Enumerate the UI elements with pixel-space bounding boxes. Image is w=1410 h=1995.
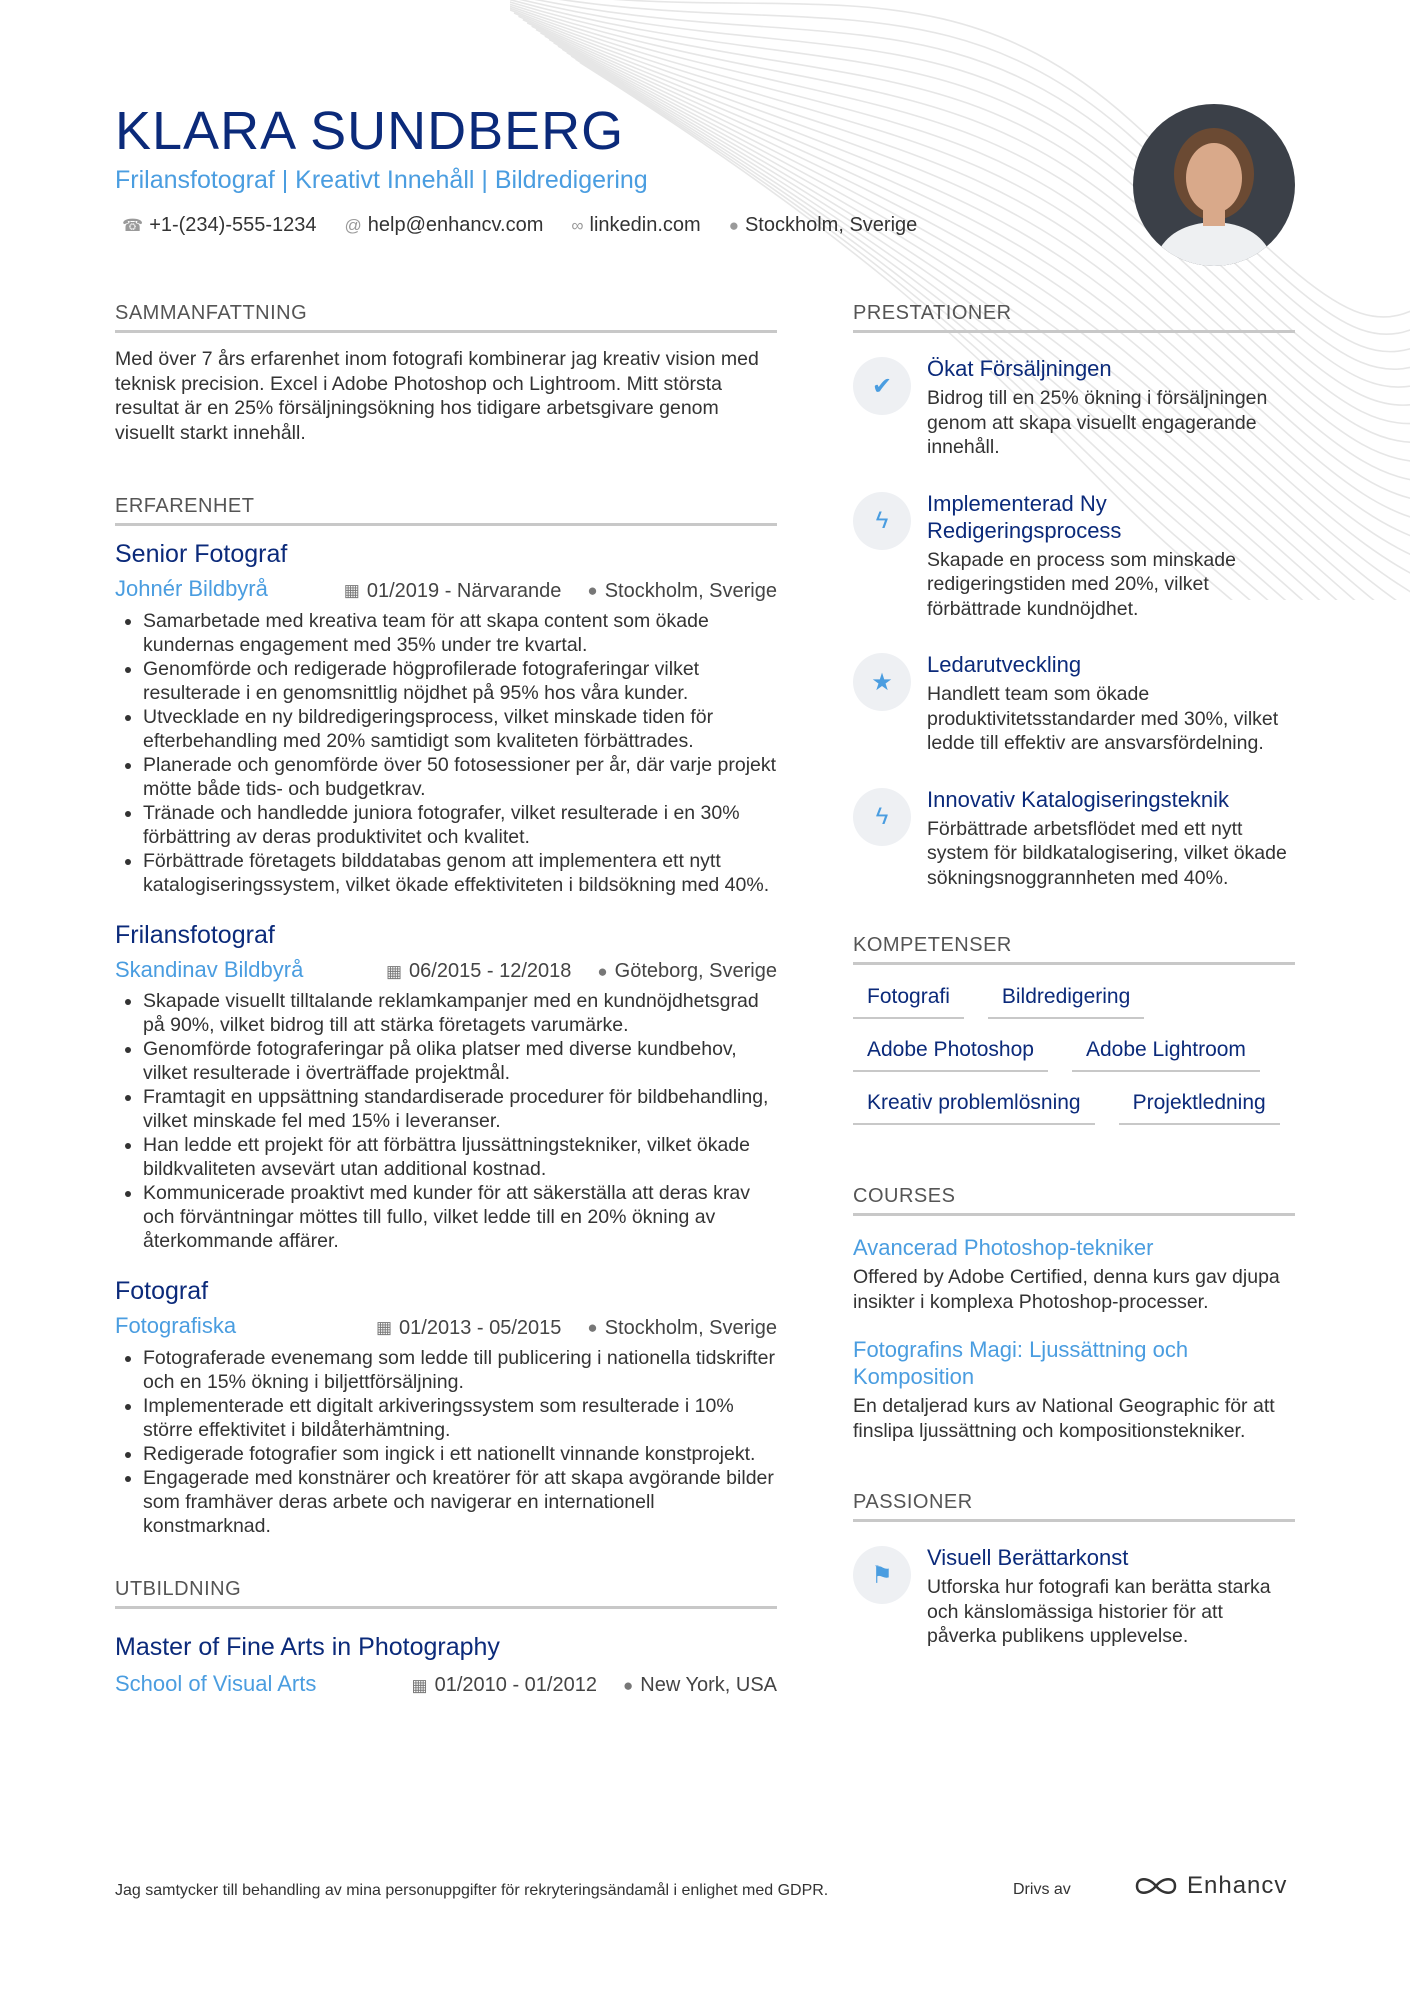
star-icon: ★ bbox=[853, 653, 911, 711]
location-icon: ● bbox=[597, 961, 608, 981]
skill-tag: Kreativ problemlösning bbox=[853, 1091, 1095, 1125]
job-bullet: • Redigerade fotografier som ingick i ett nationellt vinnande konstprojekt. bbox=[143, 1442, 777, 1466]
achievement-item bbox=[853, 490, 1295, 622]
job-bullet: • Planerade och genomförde över 50 fotosessioner per år, där varje projekt mötte både tids- och budgetkrav. bbox=[143, 753, 777, 801]
achievement-title: Innovativ Katalogiseringsteknik bbox=[927, 786, 1230, 812]
lightning-icon: ϟ bbox=[853, 788, 911, 846]
at-icon: @ bbox=[344, 215, 362, 235]
passion-title: Visuell Berättarkonst bbox=[927, 1545, 1129, 1570]
job-bullet: • Samarbetade med kreativa team för att skapa content som ökade kundernas engagement med 35% under tre kvartal. bbox=[143, 609, 777, 657]
job-dates-text: 06/2015 - 12/2018 bbox=[409, 960, 572, 982]
job-bullet: • Framtagit en uppsättning standardiserade procedurer för bildbehandling, vilket minskade fel med 15% i leveranser. bbox=[143, 1085, 777, 1133]
phone-text: +1-(234)-555-1234 bbox=[149, 214, 317, 236]
skill-tag: Fotografi bbox=[853, 985, 964, 1019]
location-icon: ● bbox=[587, 581, 598, 600]
job-bullet: • Genomförde fotograferingar på olika platser med diverse kundbehov, vilket resulterade i överträffade projektmål. bbox=[143, 1037, 777, 1085]
location-icon: ● bbox=[587, 1318, 598, 1337]
contact-linkedin[interactable] bbox=[571, 214, 700, 237]
candidate-name: KLARA SUNDBERG bbox=[115, 101, 625, 161]
location-icon: ● bbox=[622, 1675, 634, 1695]
skills-heading: KOMPETENSER bbox=[853, 934, 1295, 965]
contact-location bbox=[729, 214, 918, 237]
skill-tag: Adobe Lightroom bbox=[1072, 1038, 1260, 1072]
achievement-desc: Skapade en process som minskade redigeringstiden med 20%, vilket förbättrade kundnöjdhet. bbox=[927, 548, 1236, 620]
job-meta bbox=[115, 1313, 777, 1340]
job-entry bbox=[115, 540, 777, 897]
summary-text: Med över 7 års erfarenhet inom fotografi kombinerar jag kreativ vision med teknisk precision. Excel i Adobe Photoshop och Lightroom. Mitt största resultat är en 25% försäljningsökning hos tidigare arbetsgivare genom visuellt starkt innehåll. bbox=[115, 348, 759, 444]
contact-row bbox=[122, 214, 917, 237]
job-bullets bbox=[115, 609, 777, 897]
achievement-desc: Handlett team som ökade produktivitetsstandarder med 30%, vilket ledde till effektiv are ansvarsfördelning. bbox=[927, 683, 1279, 754]
job-bullets bbox=[115, 989, 777, 1253]
job-entry bbox=[115, 921, 777, 1254]
infinity-logo-icon bbox=[1133, 1873, 1179, 1899]
job-location-text: Stockholm, Sverige bbox=[604, 579, 777, 602]
experience-heading: ERFARENHET bbox=[115, 495, 777, 526]
job-location bbox=[587, 1317, 777, 1340]
headline: Frilansfotograf | Kreativt Innehåll | Bildredigering bbox=[115, 166, 648, 194]
right-column bbox=[853, 302, 1295, 1679]
calendar-icon: ▦ bbox=[375, 1318, 393, 1337]
linkedin-text: linkedin.com bbox=[589, 214, 701, 236]
job-title: Senior Fotograf bbox=[115, 540, 288, 568]
education-dates bbox=[412, 1674, 597, 1697]
contact-phone[interactable] bbox=[122, 214, 317, 237]
brand-name: Enhancv bbox=[1187, 1872, 1288, 1899]
enhancv-logo[interactable] bbox=[1133, 1872, 1287, 1900]
job-bullets bbox=[115, 1346, 777, 1538]
degree-title: Master of Fine Arts in Photography bbox=[115, 1632, 500, 1661]
achievement-title: Ökat Försäljningen bbox=[927, 356, 1112, 381]
job-bullet: • Skapade visuellt tilltalande reklamkampanjer med en kundnöjdhetsgrad på 90%, vilket bidrog till att stärka företagets varumärke. bbox=[143, 989, 777, 1037]
course-item bbox=[853, 1234, 1295, 1314]
education-meta bbox=[115, 1671, 777, 1698]
job-bullet: • Fotograferade evenemang som ledde till publicering i nationella tidskrifter och en 15% ökning i biljettförsäljning. bbox=[143, 1346, 777, 1394]
job-title: Frilansfotograf bbox=[115, 920, 275, 949]
job-dates bbox=[386, 960, 571, 983]
course-desc: Offered by Adobe Certified, denna kurs gav djupa insikter i komplexa Photoshop-processer. bbox=[853, 1266, 1280, 1313]
left-column bbox=[115, 302, 777, 1703]
education-dates-text: 01/2010 - 01/2012 bbox=[434, 1674, 597, 1696]
company-name: Fotografiska bbox=[115, 1313, 237, 1338]
job-meta bbox=[115, 576, 777, 603]
achievement-item bbox=[853, 355, 1295, 460]
achievement-desc: Bidrog till en 25% ökning i försäljningen genom att skapa visuellt engagerande innehåll. bbox=[927, 387, 1268, 458]
gdpr-consent: Jag samtycker till behandling av mina personuppgifter för rekryteringsändamål i enlighet med GDPR. bbox=[115, 1882, 829, 1899]
job-dates bbox=[376, 1317, 561, 1340]
achievements-heading: PRESTATIONER bbox=[853, 302, 1295, 333]
job-location-text: Stockholm, Sverige bbox=[604, 1316, 777, 1339]
skill-tag: Bildredigering bbox=[988, 985, 1144, 1019]
job-bullet: • Utvecklade en ny bildredigeringsprocess, vilket minskade tiden för efterbehandling med 20% samtidigt som kvaliteten förbättrades. bbox=[143, 705, 777, 753]
lightning-icon: ϟ bbox=[853, 492, 911, 550]
passions-heading: PASSIONER bbox=[853, 1491, 1295, 1522]
calendar-icon: ▦ bbox=[343, 581, 360, 600]
course-title: Avancerad Photoshop-tekniker bbox=[853, 1235, 1154, 1260]
achievement-title: Ledarutveckling bbox=[927, 652, 1082, 677]
education-entry bbox=[115, 1623, 777, 1698]
skills-list bbox=[853, 979, 1295, 1125]
achievement-desc: Förbättrade arbetsflödet med ett nytt system för bildkatalogisering, vilket ökade sökningsnoggrannheten med 40%. bbox=[927, 817, 1287, 889]
job-bullet: • Han ledde ett projekt för att förbättra ljussättningstekniker, vilket ökade bildkvaliteten avsevärt utan additional kostnad. bbox=[143, 1133, 777, 1181]
job-dates bbox=[344, 580, 562, 603]
powered-by-label: Drivs av bbox=[1013, 1881, 1071, 1898]
company-name: Johnér Bildbyrå bbox=[115, 576, 268, 601]
education-heading: UTBILDNING bbox=[115, 1578, 777, 1609]
education-location bbox=[623, 1674, 777, 1697]
email-text: help@enhancv.com bbox=[367, 214, 544, 236]
skill-tag: Adobe Photoshop bbox=[853, 1038, 1048, 1072]
courses-heading: COURSES bbox=[853, 1185, 1295, 1216]
location-icon: ● bbox=[728, 215, 739, 235]
passion-item bbox=[853, 1544, 1295, 1649]
achievement-item bbox=[853, 651, 1295, 756]
flag-icon: ⚑ bbox=[853, 1546, 911, 1604]
contact-email[interactable] bbox=[345, 214, 544, 237]
job-entry bbox=[115, 1277, 777, 1538]
calendar-icon: ▦ bbox=[385, 961, 403, 981]
checkmark-icon: ✔ bbox=[853, 357, 911, 415]
calendar-icon: ▦ bbox=[411, 1675, 428, 1695]
job-bullet: • Tränade och handledde juniora fotografer, vilket resulterade i en 30% förbättring av deras produktivitet och kvalitet. bbox=[143, 801, 777, 849]
course-desc: En detaljerad kurs av National Geographic för att finslipa ljussättning och kompositionstekniker. bbox=[853, 1395, 1275, 1442]
school-name: School of Visual Arts bbox=[115, 1670, 317, 1696]
job-bullet: • Förbättrade företagets bilddatabas genom att implementera ett nytt katalogiseringssystem, vilket ökade effektiviteten i bildsökning med 40%. bbox=[143, 849, 777, 897]
achievement-title: Implementerad Ny Redigeringsprocess bbox=[927, 490, 1122, 543]
job-dates-text: 01/2013 - 05/2015 bbox=[399, 1316, 562, 1339]
company-name: Skandinav Bildbyrå bbox=[115, 956, 304, 982]
job-title: Fotograf bbox=[115, 1277, 209, 1305]
phone-icon: ☎ bbox=[122, 215, 144, 235]
job-bullet: • Implementerade ett digitalt arkiveringssystem som resulterade i 10% större effektivitet i bildåterhämtning. bbox=[143, 1394, 777, 1442]
location-text: Stockholm, Sverige bbox=[744, 214, 918, 236]
job-meta bbox=[115, 957, 777, 984]
job-dates-text: 01/2019 - Närvarande bbox=[366, 579, 562, 602]
passion-desc: Utforska hur fotografi kan berätta starka och känslomässiga historier för att påverka publikens upplevelse. bbox=[927, 1576, 1271, 1647]
skill-tag: Projektledning bbox=[1119, 1091, 1280, 1125]
education-location-text: New York, USA bbox=[640, 1674, 777, 1696]
job-bullet: • Genomförde och redigerade högprofilerade fotograferingar vilket resulterade i en genomsnittlig nöjdhet på 95% hos våra kunder. bbox=[143, 657, 777, 705]
course-item bbox=[853, 1336, 1295, 1443]
link-icon: ∞ bbox=[571, 215, 584, 235]
job-bullet: • Engagerade med konstnärer och kreatörer för att skapa avgörande bilder som framhäver deras arbete och navigerar en internationell konstmarknad. bbox=[143, 1466, 777, 1538]
job-location bbox=[587, 580, 777, 603]
summary-heading: SAMMANFATTNING bbox=[115, 302, 777, 333]
job-location bbox=[597, 960, 777, 983]
course-title: Fotografins Magi: Ljussättning och Komposition bbox=[853, 1337, 1189, 1389]
achievement-item bbox=[853, 786, 1295, 891]
profile-photo bbox=[1133, 104, 1295, 266]
job-location-text: Göteborg, Sverige bbox=[614, 960, 777, 982]
job-bullet: • Kommunicerade proaktivt med kunder för att säkerställa att deras krav och förväntningar möttes till fullo, vilket ledde till en 20% ökning av återkommande affärer. bbox=[143, 1181, 777, 1253]
